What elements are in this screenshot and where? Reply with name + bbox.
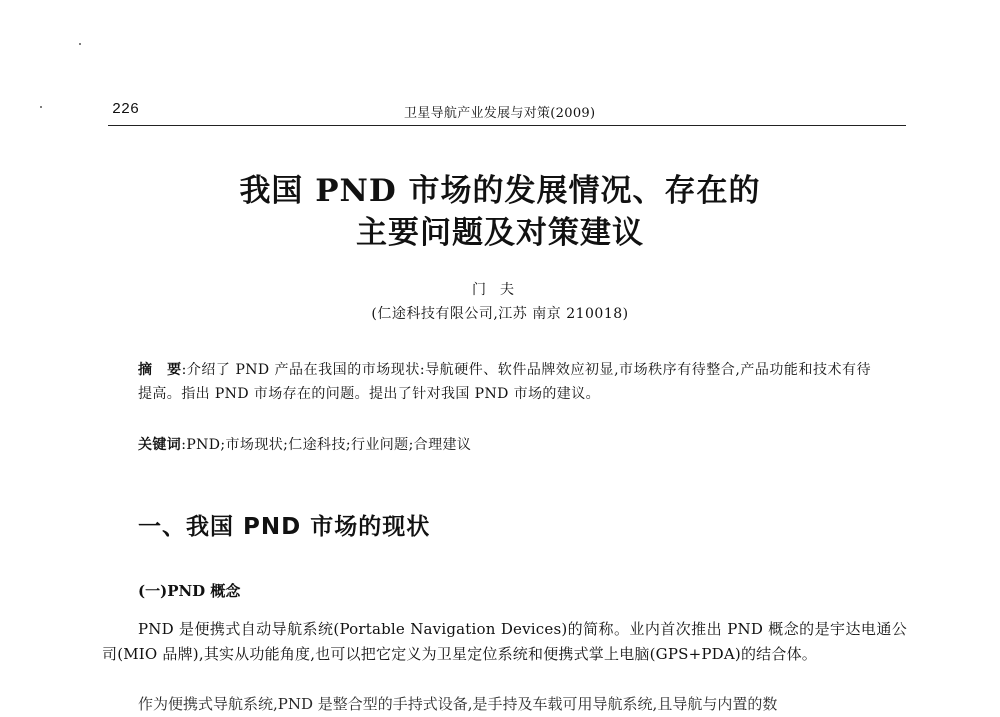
keywords: [138, 434, 871, 456]
running-head: [112, 101, 902, 121]
body-paragraph: PND 是便携式自动导航系统(Portable Navigation Devices)的简称。业内首次推出 PND 概念的是宇达电通公司(MIO 品牌),其实从功能角度,也可以把它定义为卫星定位系统和便携式掌上电脑(GPS+PDA)的结合体。: [102, 620, 907, 663]
title-line-2: 主要问题及对策建议: [356, 215, 644, 251]
scan-dot: [40, 106, 42, 108]
scan-dot: [79, 43, 81, 45]
page-number: 226: [112, 101, 140, 118]
title-line-1: 我国 PND 市场的发展情况、存在的: [239, 173, 761, 209]
author: 门夫: [472, 282, 528, 298]
subsection-heading: (一)PND 概念: [138, 582, 241, 600]
keywords-text: :PND;市场现状;仁途科技;行业问题;合理建议: [181, 437, 472, 453]
abstract-text: :介绍了 PND 产品在我国的市场现状:导航硬件、软件品牌效应初显,市场秩序有待整合,产品功能和技术有待提高。指出 PND 市场存在的问题。提出了针对我国 PND 市场的建议。: [138, 362, 871, 402]
section-heading: 一、我国 PND 市场的现状: [138, 514, 431, 540]
abstract: [138, 358, 871, 406]
journal-title: 卫星导航产业发展与对策(2009): [404, 106, 596, 121]
header-rule: [108, 125, 906, 126]
body-paragraph-cut: 作为便携式导航系统,PND 是整合型的手持式设备,是手持及车载可用导航系统,且导航与内置的数: [138, 695, 778, 713]
affiliation: (仁途科技有限公司,江苏 南京 210018): [371, 306, 629, 322]
keywords-label: 关键词: [138, 437, 182, 453]
article-title: [120, 170, 880, 254]
abstract-label: 摘 要: [138, 362, 182, 378]
